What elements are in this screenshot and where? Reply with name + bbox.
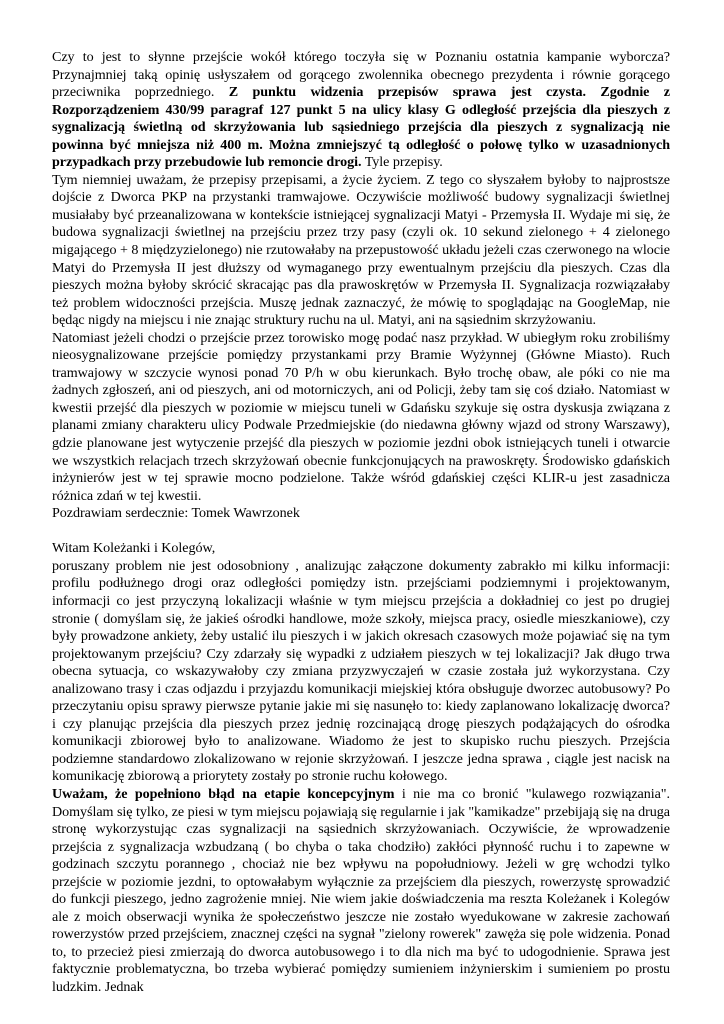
letter1-paragraph-2: Tym niemniej uważam, że przepisy przepisami, a życie życiem. Z tego co słyszałem byłoby to najprostsze dojście z Dworca PKP na przystanki tramwajowe. Oczywiście możliwość budowy sygnalizacji świetlnej musiałaby być przeanalizowana w kontekście istniejącej sygnalizacji Matyi - Przemysła II. Wydaje mi się, że budowa sygnalizacji świetlnej na przejściu przez trzy pasy (czyli ok. 10 sekund zielonego + 4 zielonego migającego + 8 międzyzielonego) nie rzutowałaby na przepustowość układu jeżeli czas czerwonego na wlocie Matyi do Przemysła II jest dłuższy od wymaganego przy ewentualnym przejściu dla pieszych. Czas dla pieszych można byłoby skrócić skracając pas dla prawoskrętów w Przemysła II. Sygnalizacja rozwiązałaby też problem widoczności przejścia. Muszę jednak zaznaczyć, że mówię to spoglądając na GoogleMap, nie będąc nigdy na miejscu i nie znając struktury ruchu na ul. Matyi, ani na sąsiednim skrzyżowaniu. [52, 171, 670, 329]
letter1-paragraph-3: Natomiast jeżeli chodzi o przejście przez torowisko mogę podać nasz przykład. W ubiegłym roku zrobiliśmy nieosygnalizowane przejście pomiędzy przystankami przy Bramie Wyżynnej (Główne Miasto). Ruch tramwajowy w szczycie wynosi ponad 70 P/h w obu kierunkach. Było trochę obaw, ale póki co nie ma żadnych zgłoszeń, ani od pieszych, ani od motorniczych, ani od Policji, żeby tam się coś działo. Natomiast w kwestii przejść dla pieszych w poziomie w miejscu tuneli w Gdańsku szykuje się ostra dyskusja związana z planami zmiany charakteru ulicy Podwale Przedmiejskie (do niedawna główny wjazd od strony Warszawy), gdzie planowane jest wytyczenie przejść dla pieszych w poziomie jezdni obok istniejących tuneli i otwarcie we wszystkich relacjach trzech skrzyżowań obecnie funkcjonujących na prawoskręty. Środowisko gdańskich inżynierów jest w tej sprawie mocno podzielone. Także wśród gdańskiej części KLIR-u jest zasadnicza różnica zdań w tej kwestii. [52, 329, 670, 504]
letter2-p2-text: i nie ma co bronić "kulawego rozwiązania". Domyślam się tylko, ze piesi w tym miejscu pojawiają się regularnie i jak "kamikadze" przebijają się na druga stronę wykorzystując czas sygnalizacji na sąsiednich skrzyżowaniach. Oczywiście, że wprowadzenie przejścia z sygnalizacja wzbudzaną ( bo chyba o taka chodziło) zakłóci płynność ruchu i to zapewne w godzinach szczytu porannego , chociaż nie bez wpływu na popołudniowy. Jeżeli w grę wchodzi tylko przejście w poziomie jezdni, to optowałabym wyłącznie za przejściem dla pieszych, rowerzystę sprowadzić do funkcji pieszego, jedno zagrożenie mniej. Nie wiem jakie doświadczenia ma reszta Koleżanek i Kolegów ale z moich obserwacji wynika że społeczeństwo jeszcze nie zostało wyedukowane w zakresie zachowań rowerzystów przed przejściem, znacznej części na sygnał "zielony rowerek" zawęża się pole widzenia. Ponad to, to przecież piesi zmierzają do dworca autobusowego i to dla nich ma być to udogodnienie. Sprawa jest faktycznie problematyczna, bo trzeba wybierać pomiędzy sumieniem inżynierskim i sumieniem po prostu ludzkim. Jednak [52, 785, 670, 995]
letter-separator [52, 523, 670, 541]
letter2-greeting: Witam Koleżanki i Kolegów, [52, 540, 216, 557]
letter1-paragraph-1 [52, 49, 670, 172]
letter2-paragraph-1: poruszany problem nie jest odosobniony , analizując załączone dokumenty zabrakło mi kilku informacji: profilu podłużnego drogi oraz odległości pomiędzy istn. przejściami podziemnymi i projektowanym, informacji co jest przyczyną lokalizacji właśnie w tym miejscu przejścia a dokładniej co jest po drugiej stronie ( domyślam się, że jakieś ośrodki handlowe, może szkoły, miejsca pracy, osiedle mieszkaniowe), czy były prowadzone ankiety, żeby ustalić ilu pieszych i w jakich okresach czasowych może pojawiać się na tym projektowanym przejściu? Czy zdarzały się wypadki z udziałem pieszych w tej lokalizacji? Jak długo trwa obecna sytuacja, co wskazywałoby czy zmiana przyzwyczajeń w czasie została już wykorzystana. Czy analizowano trasy i czas odjazdu i przyjazdu komunikacji miejskiej która obsługuje dworzec autobusowy? Po przeczytaniu opisu sprawy pierwsze pytanie jakie mi się nasunęło to: kiedy zaplanowano lokalizację dworca? i czy planując przejścia dla pieszych przez jednię rozcinającą drogę pieszych podążających do ośrodka komunikacji zbiorowej było to analizowane. Wiadomo że jest to skupisko ruchu pieszych. Przejścia podziemne standardowo zlokalizowano w rejonie skrzyżowań. I jeszcze jedna sprawa , ciągle jest nacisk na komunikację zbiorową a priorytety zostały po stronie ruchu kołowego. [52, 557, 670, 785]
letter1-p1-tail: Tyle przepisy. [361, 154, 443, 171]
letter2-paragraph-2 [52, 786, 670, 997]
letter1-p1-text: Czy to jest to słynne przejście wokół którego toczyła się w Poznaniu ostatnia kampanie wyborcza? Przynajmniej taką opinię usłyszałem od gorącego zwolennika obecnego prezydenta i równie gorącego przeciwnika poprzedniego. [52, 49, 670, 101]
document-page [52, 49, 670, 997]
conclusion-statement: Uważam, że popełniono błąd na etapie koncepcyjnym [52, 785, 395, 802]
regulation-quote: Z punktu widzenia przepisów sprawa jest czysta. Zgodnie z Rozporządzeniem 430/99 paragraf 127 punkt 5 na ulicy klasy G odległość przejścia dla pieszych z sygnalizacją świetlną od skrzyżowania lub sąsiedniego przejścia dla pieszych z sygnalizacją nie powinna być mniejsza niż 400 m. Można zmniejszyć tą odległość o połowę tylko w uzasadnionych przypadkach przy przebudowie lub remoncie drogi. [52, 84, 670, 171]
letter1-signoff: Pozdrawiam serdecznie: Tomek Wawrzonek [52, 505, 300, 522]
